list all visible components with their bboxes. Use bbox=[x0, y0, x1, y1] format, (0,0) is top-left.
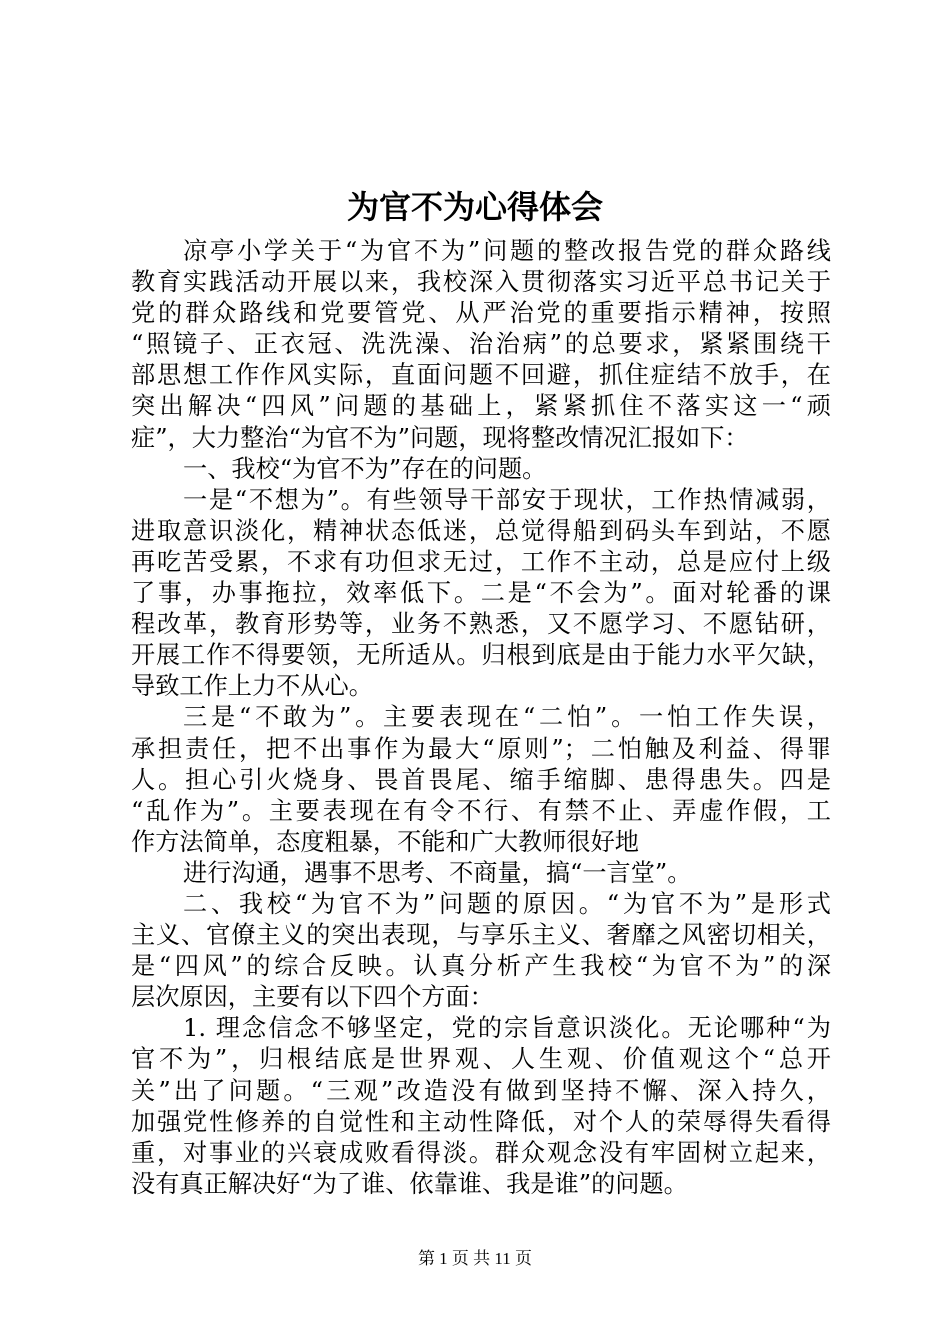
document-title: 为官不为心得体会 bbox=[346, 188, 603, 226]
text-line: 三是“不敢为”。主要表现在“二怕”。一怕工作失误， bbox=[183, 703, 831, 732]
text-line: 凉亭小学关于“为官不为”问题的整改报告党的群众路线 bbox=[183, 237, 831, 265]
text-line: 承担责任，把不出事作为最大“原则”；二怕触及利益、得罪 bbox=[131, 734, 831, 763]
text-line: 是“四风”的综合反映。认真分析产生我校“为官不为”的深 bbox=[131, 952, 831, 981]
text-line: 进取意识淡化，精神状态低迷，总觉得船到码头车到站，不愿 bbox=[131, 516, 831, 545]
text-line: “乱作为”。主要表现在有令不行、有禁不止、弄虚作假，工 bbox=[131, 796, 831, 825]
text-line: 关”出了问题。“三观”改造没有做到坚持不懈、深入持久， bbox=[131, 1076, 831, 1105]
text-line: “照镜子、正衣冠、洗洗澡、治治病”的总要求，紧紧围绕干 bbox=[131, 330, 831, 359]
text-line: 部思想工作作风实际，直面问题不回避，抓住症结不放手，在 bbox=[131, 361, 831, 390]
text-line: 突出解决“四风”问题的基础上，紧紧抓住不落实这一“顽 bbox=[131, 392, 831, 421]
text-line: 二、我校“为官不为”问题的原因。“为官不为”是形式 bbox=[183, 889, 831, 918]
text-line: 层次原因，主要有以下四个方面： bbox=[131, 983, 494, 1012]
text-line: 教育实践活动开展以来，我校深入贯彻落实习近平总书记关于 bbox=[131, 268, 831, 297]
text-line: 一是“不想为”。有些领导干部安于现状，工作热情减弱， bbox=[183, 485, 831, 514]
text-line: 导致工作上力不从心。 bbox=[131, 672, 373, 701]
text-line: 重，对事业的兴衰成败看得淡。群众观念没有牢固树立起来， bbox=[131, 1138, 831, 1167]
text-line: 开展工作不得要领，无所适从。归根到底是由于能力水平欠缺， bbox=[131, 641, 831, 670]
text-line: 加强党性修养的自觉性和主动性降低，对个人的荣辱得失看得 bbox=[131, 1107, 831, 1136]
text-line: 党的群众路线和党要管党、从严治党的重要指示精神，按照 bbox=[131, 299, 831, 328]
page-footer: 第 1 页 共 11 页 bbox=[417, 1249, 533, 1268]
text-line: 进行沟通，遇事不思考、不商量，搞“一言堂”。 bbox=[183, 858, 692, 887]
document-body bbox=[131, 236, 831, 1200]
text-line: 官不为”，归根结底是世界观、人生观、价值观这个“总开 bbox=[131, 1045, 831, 1074]
text-line: 一、我校“为官不为”存在的问题。 bbox=[183, 454, 547, 483]
text-line: 1. 理念信念不够坚定，党的宗旨意识淡化。无论哪种“为 bbox=[183, 1014, 831, 1043]
text-line: 程改革，教育形势等，业务不熟悉，又不愿学习、不愿钻研， bbox=[131, 610, 831, 639]
text-line: 再吃苦受累，不求有功但求无过，工作不主动，总是应付上级 bbox=[131, 547, 831, 576]
text-line: 了事，办事拖拉，效率低下。二是“不会为”。面对轮番的课 bbox=[131, 579, 831, 608]
text-line: 人。担心引火烧身、畏首畏尾、缩手缩脚、患得患失。四是 bbox=[131, 765, 831, 794]
text-line: 没有真正解决好“为了谁、依靠谁、我是谁”的问题。 bbox=[131, 1169, 688, 1198]
text-line: 症”，大力整治“为官不为”问题，现将整改情况汇报如下： bbox=[131, 423, 749, 452]
text-line: 作方法简单，态度粗暴，不能和广大教师很好地 bbox=[131, 827, 639, 856]
text-line: 主义、官僚主义的突出表现，与享乐主义、奢靡之风密切相关， bbox=[131, 921, 831, 950]
